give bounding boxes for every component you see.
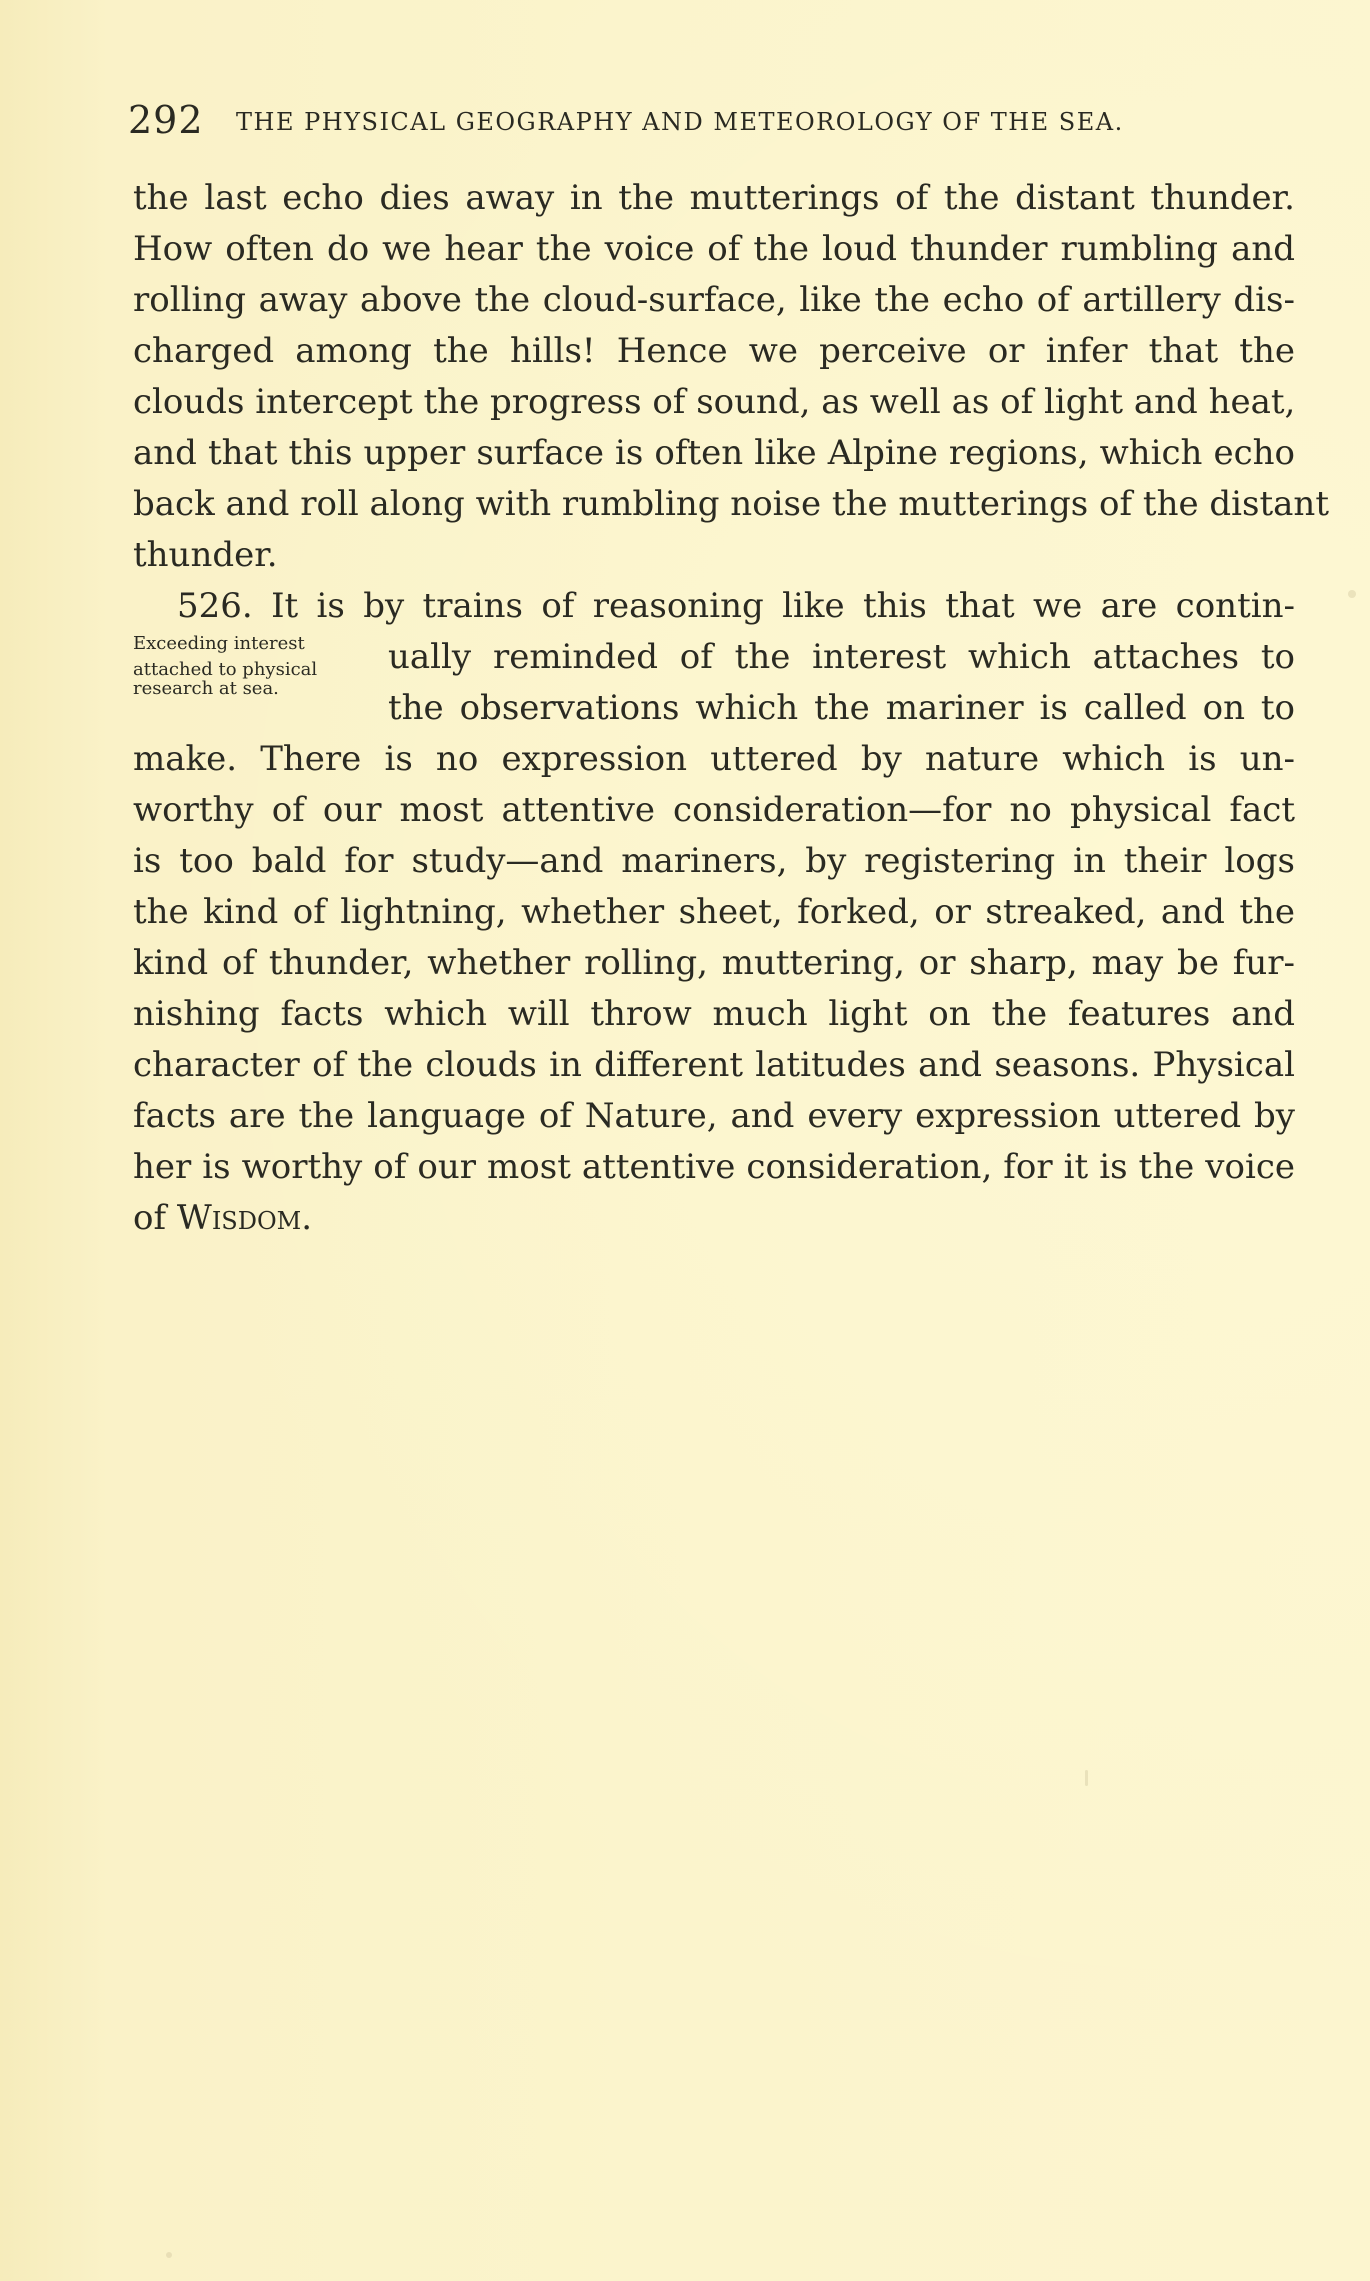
final-line-prefix: of [133,1198,177,1238]
text-line: is too bald for study—and mariners, by registering in their logs [133,841,1295,881]
text-line: ually reminded of the interest which attaches to [388,637,1295,677]
text-line: the kind of lightning, whether sheet, forked, or streaked, and the [133,892,1295,932]
paragraph-526-first-line: 526. It is by trains of reasoning like this that we are contin- [177,586,1295,626]
text-line: and that this upper surface is often like Alpine regions, which echo [133,433,1295,473]
text-line: character of the clouds in different latitudes and seasons. Physical [133,1045,1295,1085]
paper-speck [166,2252,172,2258]
text-line: rolling away above the cloud-surface, like the echo of artillery dis- [133,280,1295,320]
text-line: worthy of our most attentive consideration—for no physical fact [133,790,1295,830]
text-line: How often do we hear the voice of the loud thunder rumbling and [133,229,1295,269]
running-head [128,98,1228,150]
text-line: the last echo dies away in the mutterings of the distant thunder. [133,178,1295,218]
marginal-note-line: Exceeding interest [133,633,305,654]
marginal-note-line: attached to physical [133,659,318,680]
text-line: her is worthy of our most attentive consideration, for it is the voice [133,1147,1295,1187]
text-line: make. There is no expression uttered by nature which is un- [133,739,1295,779]
text-line: thunder. [133,535,278,575]
text-line: the observations which the mariner is called on to [388,688,1295,728]
text-line: facts are the language of Nature, and every expression uttered by [133,1096,1295,1136]
marginal-note [133,634,383,698]
text-line-final [133,1193,1295,1244]
text-line: clouds intercept the progress of sound, as well as of light and heat, [133,382,1296,422]
running-title: THE PHYSICAL GEOGRAPHY AND METEOROLOGY OF THE SEA. [236,108,1124,136]
body-text [133,173,1329,1244]
marginal-note-line: research at sea. [133,678,279,699]
paper-speck [1085,1770,1088,1786]
paper-speck [1348,590,1356,598]
text-line: kind of thunder, whether rolling, muttering, or sharp, may be fur- [133,943,1295,983]
final-word-wisdom: Wisdom [176,1198,302,1238]
text-line: back and roll along with rumbling noise the mutterings of the distant [133,484,1329,524]
text-line: charged among the hills! Hence we perceive or infer that the [133,331,1295,371]
final-punctuation: . [301,1198,313,1238]
text-line: nishing facts which will throw much light on the features and [133,994,1295,1034]
page-number: 292 [128,98,204,142]
